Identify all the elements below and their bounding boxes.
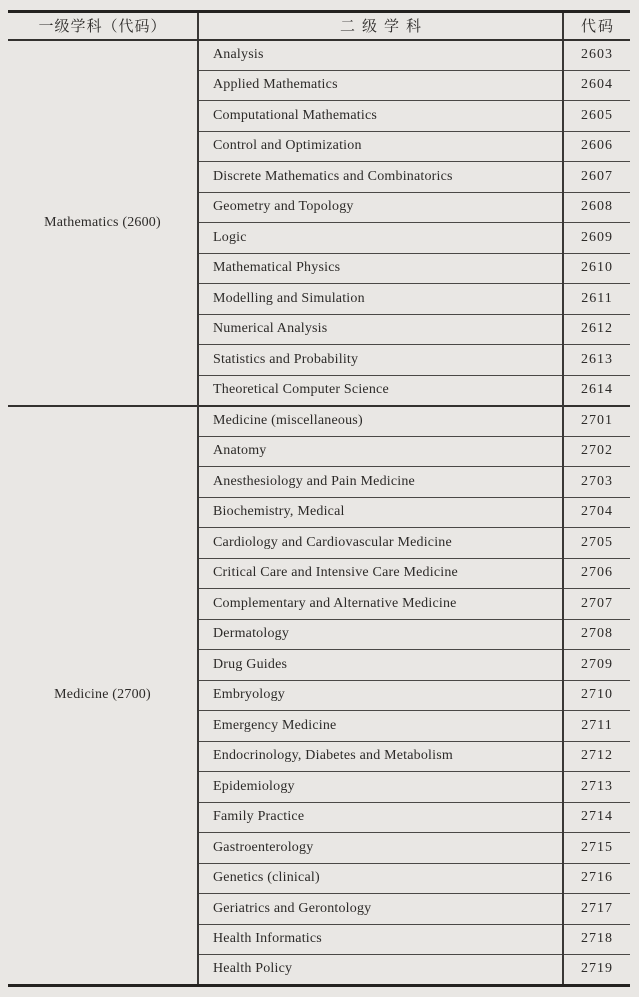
subject-cell: Health Informatics — [198, 924, 563, 955]
subject-cell: Logic — [198, 223, 563, 254]
table-header — [8, 12, 630, 40]
header-code: 代码 — [563, 12, 630, 40]
code-cell: 2604 — [563, 70, 630, 101]
code-cell: 2609 — [563, 223, 630, 254]
code-cell: 2703 — [563, 467, 630, 498]
header-level2-discipline: 二级学科 — [198, 12, 563, 40]
subject-cell: Analysis — [198, 40, 563, 71]
code-cell: 2709 — [563, 650, 630, 681]
code-cell: 2701 — [563, 406, 630, 437]
subject-cell: Control and Optimization — [198, 131, 563, 162]
code-cell: 2702 — [563, 436, 630, 467]
code-cell: 2607 — [563, 162, 630, 193]
subject-cell: Numerical Analysis — [198, 314, 563, 345]
code-cell: 2610 — [563, 253, 630, 284]
subject-cell: Gastroenterology — [198, 833, 563, 864]
code-cell: 2716 — [563, 863, 630, 894]
subject-cell: Cardiology and Cardiovascular Medicine — [198, 528, 563, 559]
code-cell: 2707 — [563, 589, 630, 620]
subject-cell: Family Practice — [198, 802, 563, 833]
code-cell: 2712 — [563, 741, 630, 772]
code-cell: 2608 — [563, 192, 630, 223]
subject-cell: Modelling and Simulation — [198, 284, 563, 315]
subject-cell: Health Policy — [198, 955, 563, 986]
code-cell: 2719 — [563, 955, 630, 986]
section-medicine-2700 — [8, 406, 630, 986]
code-cell: 2606 — [563, 131, 630, 162]
code-cell: 2613 — [563, 345, 630, 376]
subject-cell: Biochemistry, Medical — [198, 497, 563, 528]
subject-cell: Mathematical Physics — [198, 253, 563, 284]
table-row — [8, 406, 630, 437]
code-cell: 2614 — [563, 375, 630, 406]
group-cell: Medicine (2700) — [8, 406, 198, 986]
subject-cell: Medicine (miscellaneous) — [198, 406, 563, 437]
subject-cell: Endocrinology, Diabetes and Metabolism — [198, 741, 563, 772]
code-cell: 2717 — [563, 894, 630, 925]
group-cell: Mathematics (2600) — [8, 40, 198, 406]
subject-cell: Critical Care and Intensive Care Medicine — [198, 558, 563, 589]
subject-cell: Embryology — [198, 680, 563, 711]
subject-cell: Emergency Medicine — [198, 711, 563, 742]
subject-cell: Genetics (clinical) — [198, 863, 563, 894]
subject-cell: Anatomy — [198, 436, 563, 467]
subject-cell: Geriatrics and Gerontology — [198, 894, 563, 925]
code-cell: 2715 — [563, 833, 630, 864]
discipline-code-table — [8, 10, 630, 986]
code-cell: 2711 — [563, 711, 630, 742]
code-cell: 2603 — [563, 40, 630, 71]
subject-cell: Applied Mathematics — [198, 70, 563, 101]
subject-cell: Discrete Mathematics and Combinatorics — [198, 162, 563, 193]
table-row — [8, 40, 630, 71]
subject-cell: Complementary and Alternative Medicine — [198, 589, 563, 620]
subject-cell: Statistics and Probability — [198, 345, 563, 376]
header-row — [8, 12, 630, 40]
code-cell: 2704 — [563, 497, 630, 528]
subject-cell: Theoretical Computer Science — [198, 375, 563, 406]
header-level1-discipline: 一级学科（代码） — [8, 12, 198, 40]
subject-cell: Computational Mathematics — [198, 101, 563, 132]
subject-cell: Dermatology — [198, 619, 563, 650]
code-cell: 2713 — [563, 772, 630, 803]
code-cell: 2706 — [563, 558, 630, 589]
subject-cell: Anesthesiology and Pain Medicine — [198, 467, 563, 498]
code-cell: 2708 — [563, 619, 630, 650]
subject-cell: Epidemiology — [198, 772, 563, 803]
code-cell: 2718 — [563, 924, 630, 955]
code-cell: 2611 — [563, 284, 630, 315]
code-cell: 2705 — [563, 528, 630, 559]
section-mathematics-2600 — [8, 40, 630, 406]
subject-cell: Drug Guides — [198, 650, 563, 681]
code-cell: 2605 — [563, 101, 630, 132]
code-cell: 2612 — [563, 314, 630, 345]
code-cell: 2714 — [563, 802, 630, 833]
subject-cell: Geometry and Topology — [198, 192, 563, 223]
code-cell: 2710 — [563, 680, 630, 711]
subject-table — [8, 10, 630, 987]
